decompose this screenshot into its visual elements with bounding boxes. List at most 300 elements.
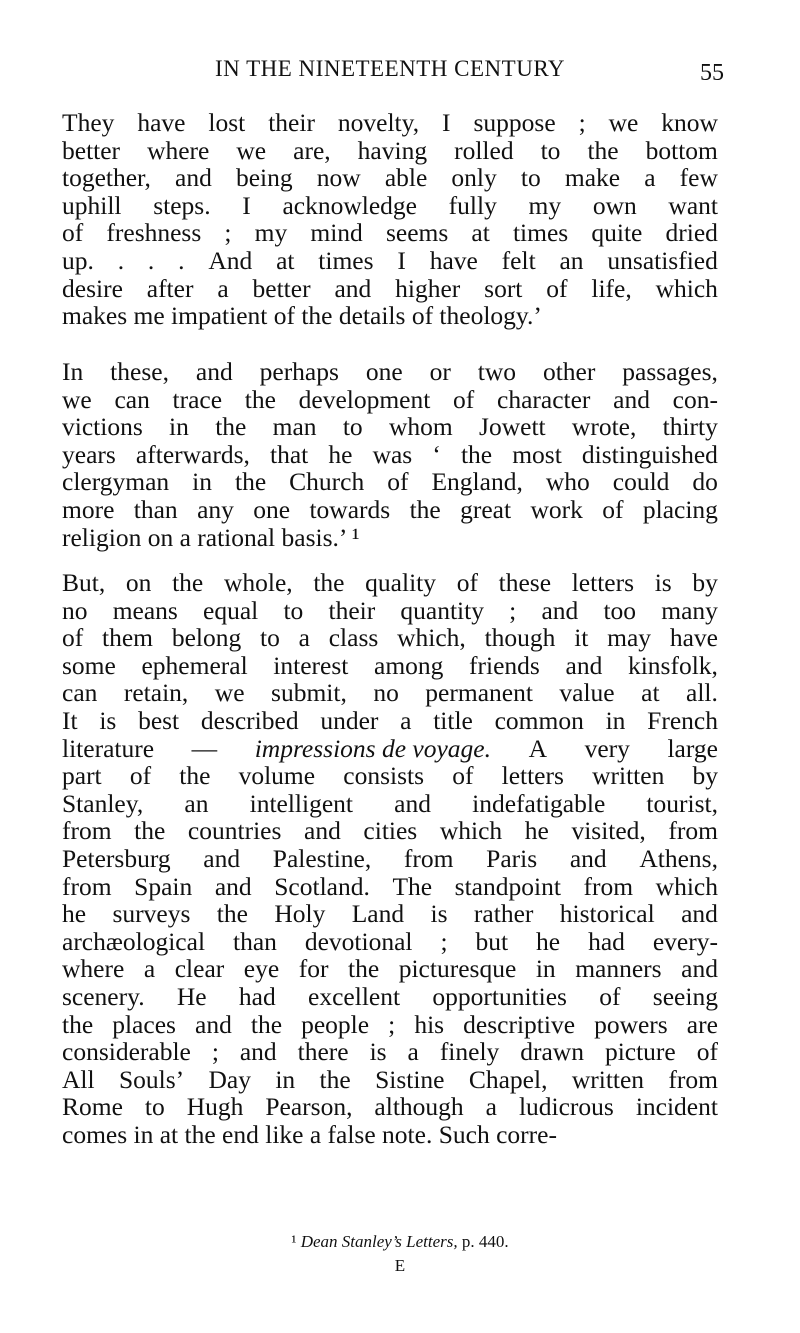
word: have [137, 108, 186, 137]
word: quite [591, 218, 643, 248]
word: and [681, 899, 718, 929]
word: But, [62, 568, 106, 597]
word: can [114, 384, 150, 414]
word: and [195, 357, 233, 386]
word: we [236, 135, 267, 165]
word: years [62, 439, 116, 469]
word: French [647, 705, 718, 735]
word: the [216, 899, 248, 929]
word: no [373, 678, 399, 708]
word: many [661, 595, 718, 625]
word: which [439, 816, 503, 846]
word: the [460, 439, 493, 469]
word: can [62, 678, 98, 708]
word: the [179, 761, 211, 791]
word: was [372, 439, 413, 469]
word: who [545, 467, 590, 497]
word: interest [273, 650, 349, 680]
text-line [62, 1011, 718, 1039]
word: too [603, 595, 637, 625]
word: at [276, 245, 295, 275]
word: clergyman [62, 467, 170, 497]
word: of [453, 384, 475, 414]
word: to [260, 623, 280, 653]
word: Sistine [375, 1064, 445, 1094]
word: of [387, 467, 409, 497]
word: on [125, 568, 152, 597]
word: one [365, 357, 403, 386]
word: ; [388, 1009, 396, 1039]
word: tourist, [646, 788, 718, 818]
word: few [679, 163, 718, 193]
word: these [498, 568, 552, 597]
word: seems [385, 218, 449, 248]
text-segment: makes me impatient of the details of theology.’ [62, 301, 542, 331]
footnote-page: p. 440. [461, 1232, 509, 1251]
signature-mark: E [394, 1256, 406, 1275]
word: They [62, 108, 115, 137]
word: . [178, 245, 185, 275]
word: we [608, 108, 639, 137]
word: times [318, 245, 374, 275]
word: which, [397, 623, 466, 653]
word: towards [309, 494, 391, 524]
word: in [169, 412, 189, 442]
word: best [138, 705, 180, 735]
word: among [374, 650, 444, 680]
text-line [62, 569, 718, 597]
word: clear [174, 954, 225, 984]
word: written [571, 1064, 645, 1094]
word: . [147, 245, 155, 275]
word: is [654, 568, 672, 597]
word: are [686, 1009, 718, 1039]
word: in [275, 1064, 296, 1094]
word: quantity [400, 595, 484, 625]
word: at [471, 218, 490, 248]
text-line [62, 441, 718, 469]
text-line [62, 1121, 718, 1149]
word: and [569, 843, 607, 873]
word: a [143, 954, 156, 984]
text-line [62, 524, 718, 552]
word: surveys [112, 899, 191, 929]
word: had [588, 926, 625, 956]
word: a [217, 273, 229, 303]
text-line [62, 137, 718, 165]
word: may [607, 623, 652, 653]
word: is [430, 899, 448, 929]
word: countries [187, 816, 282, 846]
word: from [668, 1064, 718, 1094]
word: one [253, 494, 291, 524]
word: we [62, 384, 92, 414]
word: from [62, 816, 112, 846]
word: of [62, 623, 84, 653]
word: where [147, 135, 210, 165]
text-line [62, 275, 718, 303]
word: and [541, 595, 579, 625]
word: Pearson, [265, 1092, 353, 1122]
word: Spain [134, 871, 193, 901]
word: my [528, 190, 562, 220]
word: excellent [308, 981, 401, 1011]
word: I [397, 245, 406, 275]
word: volume [238, 761, 316, 791]
word: drawn [520, 1037, 584, 1067]
text-line [62, 1038, 718, 1066]
word: Petersburg [62, 843, 171, 873]
word: ; [440, 926, 448, 956]
word: large [667, 733, 718, 763]
word: in [192, 467, 212, 497]
text-line [62, 679, 718, 707]
word: perhaps [259, 357, 339, 386]
word: of [456, 568, 478, 597]
text-line [62, 164, 718, 192]
word: a [298, 623, 310, 653]
text-line [62, 790, 718, 818]
word: every- [652, 926, 718, 956]
word: suppose [473, 108, 556, 137]
word: have [669, 623, 718, 653]
word: now [316, 163, 361, 193]
word: And [208, 245, 253, 275]
word: Land [351, 899, 405, 929]
word: Palestine, [272, 843, 372, 873]
word: rather [473, 899, 534, 929]
word: some [62, 650, 116, 680]
word: character [497, 384, 591, 414]
word: Athens, [639, 843, 718, 873]
word: cities [363, 816, 418, 846]
word: ; [578, 108, 586, 137]
word: title [433, 705, 473, 735]
word: under [320, 705, 379, 735]
word: permanent [425, 678, 533, 708]
word: indefatigable [472, 788, 606, 818]
word: desire [62, 273, 123, 303]
word: his [414, 1009, 445, 1039]
word: felt [501, 245, 536, 275]
word: own [592, 190, 637, 220]
word: an [184, 788, 209, 818]
word: common [494, 705, 584, 735]
word: whole, [223, 568, 293, 597]
word: means [112, 595, 178, 625]
word: England, [431, 467, 523, 497]
word: retain, [123, 678, 189, 708]
word: scenery. [62, 981, 145, 1011]
word: Stanley, [62, 788, 144, 818]
word: times [512, 218, 569, 248]
word: literature [62, 733, 155, 763]
word: — [191, 733, 218, 763]
word: kinsfolk, [627, 650, 718, 680]
word: freshness [106, 218, 202, 248]
word: class [328, 623, 379, 653]
word: more [62, 494, 115, 524]
word: belong [171, 623, 242, 653]
word: an [559, 245, 584, 275]
word: trace [172, 384, 223, 414]
word: and [334, 273, 372, 303]
running-title: IN THE NINETEENTH CENTURY [215, 56, 565, 81]
word: In [62, 357, 84, 386]
word: thirty [662, 412, 718, 442]
word: is [99, 705, 117, 735]
footnote-marker: ¹ [291, 1232, 297, 1251]
word: Scotland. [274, 871, 370, 901]
word: historical [559, 899, 655, 929]
word: afterwards, [135, 439, 250, 469]
word: in [605, 705, 626, 735]
word: consists [343, 761, 425, 791]
text-line [62, 302, 718, 330]
word: of [452, 761, 474, 791]
text-line [62, 1093, 718, 1121]
word: ‘ [432, 439, 441, 469]
word: ; [224, 218, 232, 248]
word: them [102, 623, 154, 653]
word: man [272, 412, 317, 442]
word: having [357, 135, 428, 165]
word: at [641, 678, 660, 708]
word: ; [211, 1037, 219, 1067]
word: All [62, 1064, 95, 1094]
word: no [62, 595, 88, 625]
word: standpoint [454, 871, 561, 901]
word: make [564, 163, 621, 193]
text-line [62, 192, 718, 220]
word: want [668, 190, 718, 220]
word: a [485, 1092, 497, 1122]
word: from [583, 871, 634, 901]
word: and [195, 1009, 232, 1039]
word: descriptive [463, 1009, 576, 1039]
word: of [546, 273, 568, 303]
word: being [235, 163, 293, 193]
text-segment: religion on a rational basis.’ ¹ [62, 522, 360, 552]
word: where [62, 954, 125, 984]
word: . [117, 245, 125, 275]
text-line [62, 928, 718, 956]
word: the [348, 954, 380, 984]
word: any [197, 494, 234, 524]
word: bottom [645, 135, 718, 165]
word: visited, [571, 816, 646, 846]
word: the [134, 816, 166, 846]
word: Jowett [479, 412, 546, 442]
word: very [584, 733, 630, 763]
word: fully [448, 190, 497, 220]
word: in [535, 954, 556, 984]
word: I [442, 108, 451, 137]
word: the [235, 467, 267, 497]
word: he [536, 926, 561, 956]
word: Souls’ [118, 1064, 185, 1094]
word: these, [110, 357, 169, 386]
text-line [62, 845, 718, 873]
word: to [283, 595, 304, 625]
word: although [374, 1092, 464, 1122]
word: incident [635, 1092, 718, 1122]
word: It [62, 705, 78, 735]
word: considerable [62, 1037, 191, 1067]
word: to [520, 163, 541, 193]
word: devotional [304, 926, 413, 956]
word: better [62, 135, 121, 165]
word: of [602, 494, 624, 524]
word: whom [388, 412, 453, 442]
word: do [692, 467, 718, 497]
word: part [62, 761, 102, 791]
word: ludicrous [518, 1092, 614, 1122]
footnote-source: Dean Stanley’s Letters, [300, 1232, 458, 1251]
text-line [62, 624, 718, 652]
word: that [270, 439, 309, 469]
word: acknowledge [282, 190, 417, 220]
word: opportunities [432, 981, 567, 1011]
word: life, [591, 273, 632, 303]
word: wrote, [571, 412, 637, 442]
word: victions [62, 412, 143, 442]
word: He [176, 981, 207, 1011]
text-line [62, 873, 718, 901]
word: mind [310, 218, 363, 248]
word: to [540, 135, 561, 165]
word: and [394, 788, 431, 818]
word: passages, [622, 357, 718, 386]
text-line [62, 652, 718, 680]
word: and [304, 816, 341, 846]
text-line [62, 468, 718, 496]
word: and [681, 954, 718, 984]
word: ; [509, 595, 517, 625]
text-line [62, 358, 718, 386]
word: or [429, 357, 451, 386]
word: novelty, [337, 108, 420, 137]
word: could [612, 467, 670, 497]
word: archæological [62, 926, 206, 956]
word: and [214, 871, 252, 901]
text-line [62, 955, 718, 983]
word: people [301, 1009, 370, 1039]
word: the [409, 494, 441, 524]
word: which [655, 871, 718, 901]
text-line [62, 900, 718, 928]
word: powers [594, 1009, 668, 1039]
word: dried [665, 218, 718, 248]
word: a [407, 1037, 419, 1067]
word: from [62, 871, 112, 901]
word: the [215, 412, 247, 442]
word: placing [642, 494, 718, 524]
text-line [62, 413, 718, 441]
word: A [528, 733, 547, 763]
word: described [200, 705, 299, 735]
word: Day [208, 1064, 251, 1094]
word: sort [484, 273, 523, 303]
word: two [477, 357, 517, 386]
word: of [599, 981, 621, 1011]
word: and [239, 1037, 277, 1067]
paragraph-1 [62, 109, 718, 330]
word: by [692, 568, 718, 597]
word: friends [469, 650, 540, 680]
word: he [62, 899, 87, 929]
word: though [484, 623, 556, 653]
word: the [319, 1064, 351, 1094]
word: development [298, 384, 431, 414]
word: the [244, 384, 276, 414]
word: Holy [274, 899, 326, 929]
word: written [592, 761, 665, 791]
word: steps. [153, 190, 211, 220]
word: than [133, 494, 178, 524]
word: picture [604, 1037, 676, 1067]
word: the [587, 135, 619, 165]
word: the [250, 1009, 283, 1039]
word: up. [62, 245, 94, 275]
word: we [214, 678, 245, 708]
word: eye [243, 954, 280, 984]
word: but [475, 926, 509, 956]
word: have [429, 245, 478, 275]
text-line [62, 386, 718, 414]
word: letters [501, 761, 564, 791]
text-line [62, 707, 718, 735]
word: the [313, 568, 345, 597]
word: than [232, 926, 277, 956]
word: other [542, 357, 596, 386]
word: it [574, 623, 589, 653]
word: their [268, 108, 315, 137]
word: after [146, 273, 194, 303]
word: Hugh [186, 1092, 244, 1122]
word: great [460, 494, 512, 524]
word: are, [293, 135, 331, 165]
word: by [692, 761, 718, 791]
word: uphill [62, 190, 122, 220]
word: most [512, 439, 562, 469]
word: seeing [652, 981, 718, 1011]
word: better [252, 273, 311, 303]
word: rolled [454, 135, 514, 165]
word: there [297, 1037, 349, 1067]
paragraph-2 [62, 358, 718, 551]
word: had [238, 981, 276, 1011]
word: Paris [486, 843, 538, 873]
word: is [369, 1037, 387, 1067]
text-line [62, 219, 718, 247]
word: Church [289, 467, 365, 497]
word: and [175, 163, 212, 193]
text-line [62, 983, 718, 1011]
word: and [613, 384, 650, 414]
word: submit, [271, 678, 347, 708]
italic-text: impressions de voyage. [254, 733, 491, 763]
word: my [254, 218, 288, 248]
word: of [696, 1037, 718, 1067]
text-line [62, 496, 718, 524]
word: from [403, 843, 454, 873]
word: Chapel, [468, 1064, 548, 1094]
word: know [661, 108, 718, 137]
word: equal [203, 595, 259, 625]
word: he [328, 439, 353, 469]
word: together, [62, 163, 151, 193]
